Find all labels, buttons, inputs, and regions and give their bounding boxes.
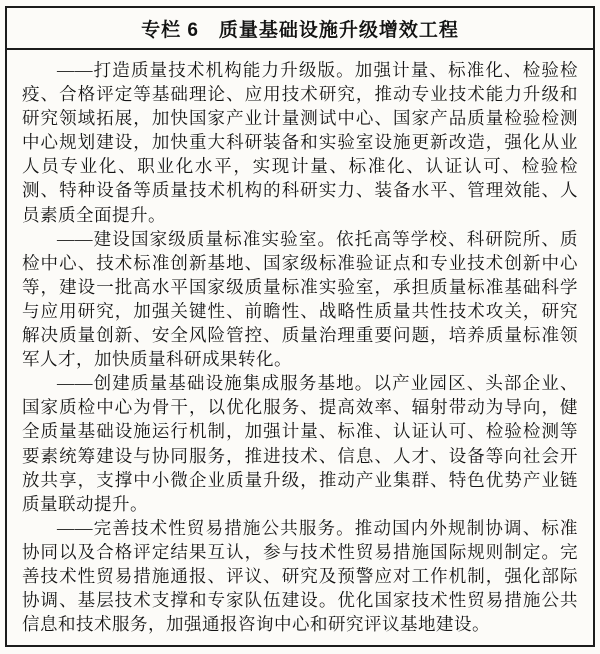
feature-box <box>5 6 595 647</box>
feature-box-title: 专栏 6 质量基础设施升级增效工程 <box>141 20 459 41</box>
paragraph-technical-trade-measures: ——完善技术性贸易措施公共服务。推动国内外规制协调、标准协同以及合格评定结果互认，参与技术性贸易措施国际规则制定。完善技术性贸易措施通报、评议、研究及预警应对工作机制，强化部际协调、基层技术支撑和专家队伍建设。优化国家技术性贸易措施公共信息和技术服务，加强通报咨询中心和研究评议基地建设。 <box>22 517 578 635</box>
feature-box-header <box>7 8 593 50</box>
paragraph-integrated-service-bases: ——创建质量基础设施集成服务基地。以产业园区、头部企业、国家质检中心为骨干，以优化服务、提高效率、辐射带动为导向，健全质量基础设施运行机制，加强计量、标准、认证认可、检验检测等要素统筹建设与协同服务，推进技术、信息、人才、设备等向社会开放共享，支撑中小微企业质量升级，推动产业集群、特色优势产业链质量联动提升。 <box>22 373 578 514</box>
feature-box-body <box>7 50 593 645</box>
paragraph-national-quality-labs: ——建设国家级质量标准实验室。依托高等学校、科研院所、质检中心、技术标准创新基地、国家级标准验证点和专业技术创新中心等，建设一批高水平国家级质量标准实验室，承担质量标准基础科学与应用研究，加强关键性、前瞻性、战略性质量共性技术攻关，研究解决质量创新、安全风险管控、质量治理重要问题，培养质量标准领军人才，加快质量科研成果转化。 <box>22 228 578 370</box>
paragraph-quality-tech-institutions: ——打造质量技术机构能力升级版。加强计量、标准化、检验检疫、合格评定等基础理论、应用技术研究，推动专业技术能力升级和研究领域拓展，加快国家产业计量测试中心、国家产品质量检验检测中心规划建设，加快重大科研装备和实验室设施更新改造，强化从业人员专业化、职业化水平，实现计量、标准化、认证认可、检验检测、特种设备等质量技术机构的科研实力、装备水平、管理效能、人员素质全面提升。 <box>22 60 578 225</box>
